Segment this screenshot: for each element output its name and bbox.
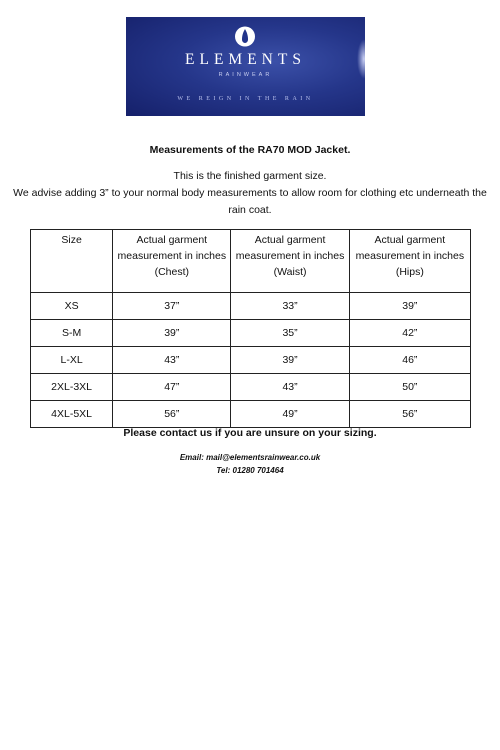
cell-chest: 39” xyxy=(113,320,231,347)
cell-waist: 49” xyxy=(231,401,349,428)
logo-tagline: WE REIGN IN THE RAIN xyxy=(177,96,314,102)
cell-size: XS xyxy=(31,293,113,320)
header-waist-line: measurement in inches xyxy=(235,250,345,262)
table-row xyxy=(31,374,471,401)
intro-line-2: We advise adding 3” to your normal body measurements to allow room for clothing etc underneath the rain coat. xyxy=(13,187,487,216)
cell-size: S-M xyxy=(31,320,113,347)
cell-waist: 39” xyxy=(231,347,349,374)
cell-size: 2XL-3XL xyxy=(31,374,113,401)
raindrop-icon xyxy=(234,24,256,48)
brand-logo xyxy=(126,17,365,116)
header-hips-line: Actual garment xyxy=(374,234,446,246)
logo-brand-text: ELEMENTS xyxy=(185,51,306,68)
page-title: Measurements of the RA70 MOD Jacket. xyxy=(149,144,351,156)
cell-hips: 39” xyxy=(349,293,470,320)
intro-text xyxy=(10,168,490,219)
contact-phone: Tel: 01280 701464 xyxy=(216,466,284,475)
cell-size: 4XL-5XL xyxy=(31,401,113,428)
table-row xyxy=(31,320,471,347)
header-chest-line: Actual garment xyxy=(136,234,208,246)
header-size: Size xyxy=(31,230,113,293)
header-waist-line: Actual garment xyxy=(254,234,326,246)
table-row xyxy=(31,401,471,428)
header-hips xyxy=(349,230,470,293)
cell-chest: 56” xyxy=(113,401,231,428)
table-row xyxy=(31,347,471,374)
contact-email: Email: mail@elementsrainwear.co.uk xyxy=(179,453,321,462)
size-table xyxy=(30,229,471,428)
header-hips-line: measurement in inches xyxy=(355,250,465,262)
header-chest-line: (Chest) xyxy=(154,266,190,278)
cell-hips: 46” xyxy=(349,347,470,374)
cell-size: L-XL xyxy=(31,347,113,374)
header-waist xyxy=(231,230,349,293)
cell-chest: 47” xyxy=(113,374,231,401)
table-header-row xyxy=(31,230,471,293)
logo-sub-text: RAINWEAR xyxy=(218,72,273,78)
table-row xyxy=(31,293,471,320)
header-chest-line: measurement in inches xyxy=(117,250,227,262)
sizing-contact-note: Please contact us if you are unsure on your sizing. xyxy=(123,427,377,439)
header-chest xyxy=(113,230,231,293)
header-waist-line: (Waist) xyxy=(273,266,307,278)
cell-waist: 43” xyxy=(231,374,349,401)
header-hips-line: (Hips) xyxy=(395,266,424,278)
cell-waist: 35” xyxy=(231,320,349,347)
cell-hips: 56” xyxy=(349,401,470,428)
cell-chest: 37” xyxy=(113,293,231,320)
cell-hips: 42” xyxy=(349,320,470,347)
intro-line-1: This is the finished garment size. xyxy=(173,170,327,182)
cell-chest: 43” xyxy=(113,347,231,374)
cell-hips: 50” xyxy=(349,374,470,401)
cell-waist: 33” xyxy=(231,293,349,320)
